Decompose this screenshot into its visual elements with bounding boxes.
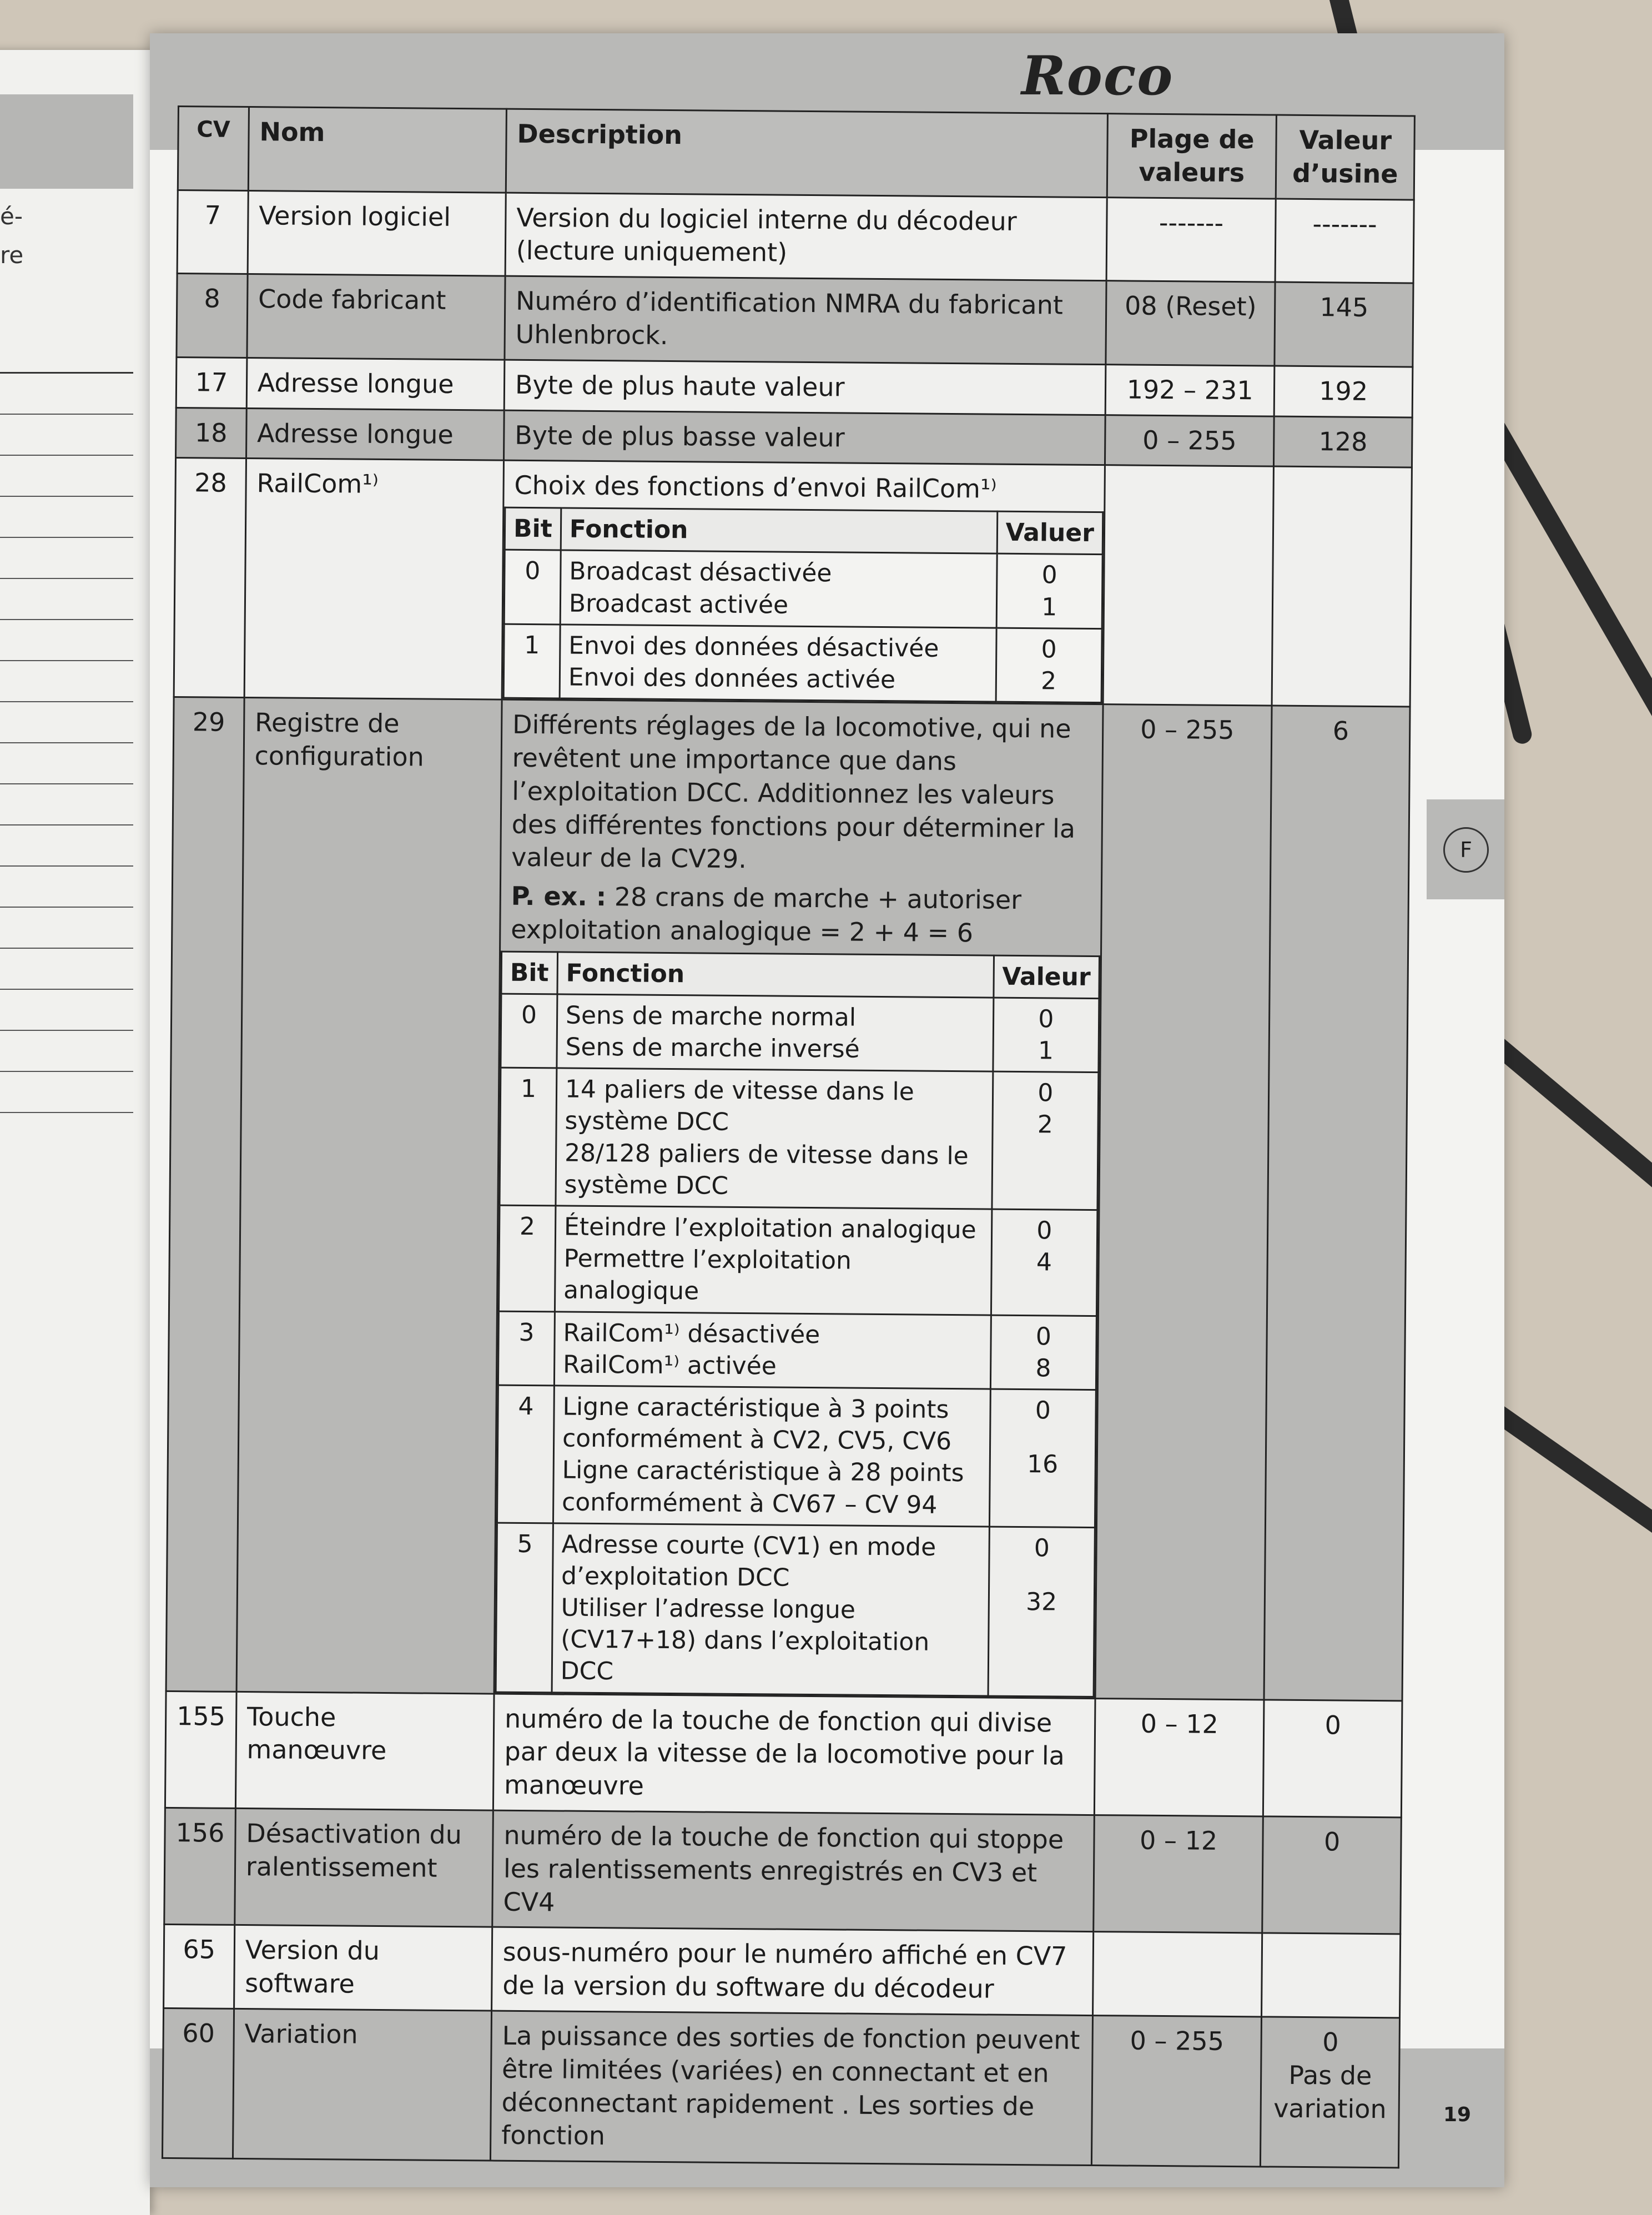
bit-row: [500, 1068, 1099, 1210]
bit-row: [504, 550, 1102, 629]
value-header: Valeur: [994, 955, 1100, 999]
manual-page: [150, 33, 1504, 2187]
bit-function: [560, 550, 997, 628]
cv-range: 08 (Reset): [1106, 281, 1276, 366]
left-page: [0, 50, 150, 2215]
bit-option: 28/128 paliers de vitesse dans le système DCC: [564, 1139, 969, 1200]
example-label: P. ex. :: [511, 880, 607, 912]
bit-number: 2: [498, 1205, 555, 1311]
cv-default: 0: [1262, 1816, 1401, 1934]
table-row: [174, 458, 1412, 707]
header-description: Description: [506, 109, 1107, 197]
bit-row: [498, 1311, 1096, 1390]
bit-value: [989, 1389, 1096, 1527]
cv-number: 155: [165, 1691, 236, 1808]
cv-description: [502, 461, 1105, 704]
cv-range: 0 – 255: [1095, 704, 1272, 1700]
function-header: Fonction: [557, 952, 994, 998]
bit-table: [503, 507, 1104, 703]
bit-value-item: 2: [1040, 667, 1057, 696]
cv-description-text: Choix des fonctions d’envoi RailCom¹⁾: [514, 470, 997, 504]
bit-value: [992, 1071, 1099, 1210]
table-row: [176, 357, 1413, 417]
value-header: Valuer: [997, 511, 1103, 555]
bit-number: 0: [501, 994, 557, 1068]
bit-number: 0: [504, 550, 561, 625]
bit-option: Ligne caractéristique à 3 points conformément à CV2, CV5, CV6: [562, 1392, 952, 1456]
cv-description: Version du logiciel interne du décodeur (lecture uniquement): [505, 193, 1107, 281]
bit-function: [556, 1068, 993, 1209]
bit-value-item: 0: [1038, 1005, 1054, 1034]
cv-description: sous-numéro pour le numéro affiché en CV7 de la version du software du décodeur: [491, 1927, 1093, 2015]
bit-function: [554, 1311, 991, 1389]
bit-value: [990, 1315, 1096, 1390]
cv-name: RailCom¹⁾: [244, 459, 503, 699]
table-header-row: [178, 107, 1414, 200]
cv-default: -------: [1275, 199, 1414, 284]
table-row: [177, 274, 1413, 367]
bit-table: [495, 950, 1100, 1697]
bit-table-header: [505, 507, 1103, 555]
cv-number: 65: [164, 1925, 235, 2009]
bit-value-item: 32: [1025, 1587, 1057, 1617]
example-text: 28 crans de marche + autoriser exploitation analogique = 2 + 4 = 6: [511, 882, 1022, 948]
cv-number: 17: [176, 357, 247, 408]
cv-name: Code fabricant: [247, 274, 505, 360]
table-row: [164, 1808, 1402, 1934]
bit-number: 3: [498, 1311, 555, 1386]
cv-number: 60: [162, 2008, 234, 2158]
cv-number: 18: [176, 407, 247, 459]
example-line: [511, 880, 1091, 951]
bit-option: Adresse courte (CV1) en mode d’exploitation DCC: [561, 1530, 936, 1592]
cv-description: Byte de plus haute valeur: [504, 360, 1106, 415]
function-header: Fonction: [561, 508, 997, 553]
cv-range: 0 – 12: [1094, 1815, 1263, 1934]
bit-row: [503, 624, 1102, 703]
cv-default-value: 0: [1322, 2027, 1339, 2057]
bit-value-item: 1: [1041, 592, 1057, 622]
bit-header: Bit: [505, 507, 561, 550]
left-page-table: [0, 372, 133, 1123]
bit-value: [991, 1209, 1097, 1316]
cv-default: 192: [1275, 366, 1413, 417]
cv-description: numéro de la touche de fonction qui stoppe les ralentissements enregistrés en CV3 et CV4: [492, 1810, 1095, 1932]
bit-value-item: 0: [1037, 1079, 1054, 1108]
bit-value-item: 2: [1037, 1110, 1054, 1139]
left-page-band: [0, 94, 133, 189]
bit-number: 5: [496, 1523, 553, 1693]
cv-default-note: Pas de variation: [1273, 2060, 1387, 2124]
bit-value-item: 8: [1035, 1353, 1051, 1383]
header-plage: Plage de valeurs: [1107, 114, 1277, 199]
table-row: [177, 190, 1414, 283]
bit-value-item: 0: [1041, 635, 1057, 664]
bit-value: [996, 553, 1102, 628]
bit-number: 1: [500, 1068, 557, 1206]
cv-name: Registre de configuration: [236, 698, 502, 1694]
bit-option: RailCom¹⁾ désactivée: [563, 1318, 820, 1349]
bit-value-item: 0: [1035, 1396, 1051, 1425]
cv-name: Version logiciel: [248, 190, 506, 276]
cv-description-text: Différents réglages de la locomotive, qui ne revêtent une importance que dans l’exploitation DCC. Additionnez les valeurs des différentes fonctions pour déterminer la valeur de la CV29.: [511, 709, 1076, 874]
bit-option: RailCom¹⁾ activée: [562, 1350, 777, 1381]
header-cv: CV: [178, 107, 249, 191]
cv-name: Adresse longue: [246, 358, 505, 410]
bit-number: 4: [497, 1385, 554, 1523]
cv-default: [1261, 2017, 1400, 2168]
language-tab-label: F: [1443, 827, 1489, 873]
bit-option: Broadcast désactivée: [569, 557, 832, 588]
table-row: [166, 697, 1410, 1701]
cv-description: Numéro d’identification NMRA du fabricant Uhlenbrock.: [505, 276, 1106, 364]
cv-range: 0 – 255: [1091, 2016, 1262, 2167]
bit-row: [497, 1385, 1096, 1527]
cv-name: Variation: [233, 2008, 491, 2161]
header-usine: Valeur d’usine: [1276, 115, 1415, 200]
bit-row: [496, 1523, 1095, 1697]
table-row: [176, 407, 1413, 467]
bit-number: 1: [503, 624, 560, 698]
table-row: [162, 2008, 1399, 2168]
cv-default: [1272, 466, 1412, 707]
bit-value-item: 0: [1034, 1533, 1050, 1563]
bit-value-item: 0: [1035, 1322, 1052, 1351]
bit-option: Permettre l’exploitation analogique: [563, 1244, 852, 1306]
header-nom: Nom: [248, 107, 506, 193]
cv-name: Désactivation du ralentissement: [235, 1808, 493, 1927]
cv-range: 0 – 12: [1094, 1698, 1264, 1816]
bit-option: Envoi des données désactivée: [568, 631, 939, 663]
roco-logo: Roco: [1021, 44, 1174, 107]
bit-header: Bit: [501, 952, 558, 994]
cv-number: 8: [177, 274, 248, 358]
cv-default: [1262, 1933, 1401, 2018]
bit-option: Envoi des données activée: [568, 663, 896, 694]
cv-number: 28: [174, 458, 246, 698]
bit-row: [501, 994, 1099, 1073]
bit-option: Éteindre l’exploitation analogique: [563, 1212, 976, 1245]
bit-value-item: 4: [1036, 1248, 1052, 1277]
bit-function: [553, 1386, 990, 1527]
cv-name: Adresse longue: [246, 408, 504, 460]
bit-value: [988, 1527, 1095, 1697]
bit-value-item: 0: [1036, 1216, 1052, 1245]
cv-number: 29: [166, 697, 244, 1692]
cv-description: [494, 699, 1103, 1698]
left-page-fragment: re: [0, 241, 24, 269]
bit-option: Sens de marche normal: [565, 1001, 857, 1032]
cv-description: numéro de la touche de fonction qui divise par deux la vitesse de la locomotive pour la manœuvre: [493, 1694, 1095, 1815]
cv-default: 145: [1275, 282, 1413, 367]
bit-value-item: 16: [1026, 1450, 1059, 1479]
bit-option: 14 paliers de vitesse dans le système DCC: [565, 1075, 915, 1137]
table-row: [165, 1691, 1402, 1818]
bit-value: [993, 998, 1099, 1073]
bit-value: [996, 628, 1102, 703]
left-page-fragment: é-: [0, 203, 23, 230]
language-tab: [1427, 799, 1504, 899]
bit-function: [555, 1206, 991, 1315]
bit-option: Broadcast activée: [568, 589, 789, 620]
cv-range: 0 – 255: [1105, 415, 1274, 466]
cv-range: [1103, 465, 1274, 706]
table-row: [164, 1925, 1401, 2018]
bit-value-item: 1: [1037, 1036, 1054, 1065]
cv-name: Touche manœuvre: [235, 1692, 494, 1810]
bit-function: [560, 625, 996, 702]
bit-value-item: 0: [1041, 561, 1057, 590]
cv-number: 7: [177, 190, 248, 274]
cv-description: La puissance des sorties de fonction peuvent être limitées (variées) en connectant et en déconnectant rapidement . Les sorties de fonction: [490, 2011, 1092, 2166]
cv-default: 128: [1274, 416, 1412, 468]
bit-table-header: [501, 952, 1100, 999]
cv-default: 0: [1263, 1700, 1402, 1818]
bit-option: Ligne caractéristique à 28 points conformément à CV67 – CV 94: [561, 1456, 964, 1519]
bit-function: [557, 994, 994, 1072]
bit-option: Sens de marche inversé: [565, 1033, 860, 1064]
cv-default: 6: [1264, 706, 1410, 1700]
page-number: 19: [1443, 2103, 1472, 2126]
cv-range: 192 – 231: [1105, 364, 1275, 416]
cv-description: Byte de plus basse valeur: [503, 410, 1105, 465]
bit-function: [552, 1523, 989, 1696]
cv-table: [162, 105, 1416, 2169]
bit-option: Utiliser l’adresse longue (CV17+18) dans l’exploitation DCC: [560, 1593, 930, 1686]
bit-row: [498, 1205, 1097, 1316]
cv-number: 156: [164, 1808, 235, 1925]
cv-range: [1092, 1932, 1262, 2017]
cv-name: Version du software: [234, 1925, 492, 2011]
cv-range: -------: [1106, 197, 1276, 282]
